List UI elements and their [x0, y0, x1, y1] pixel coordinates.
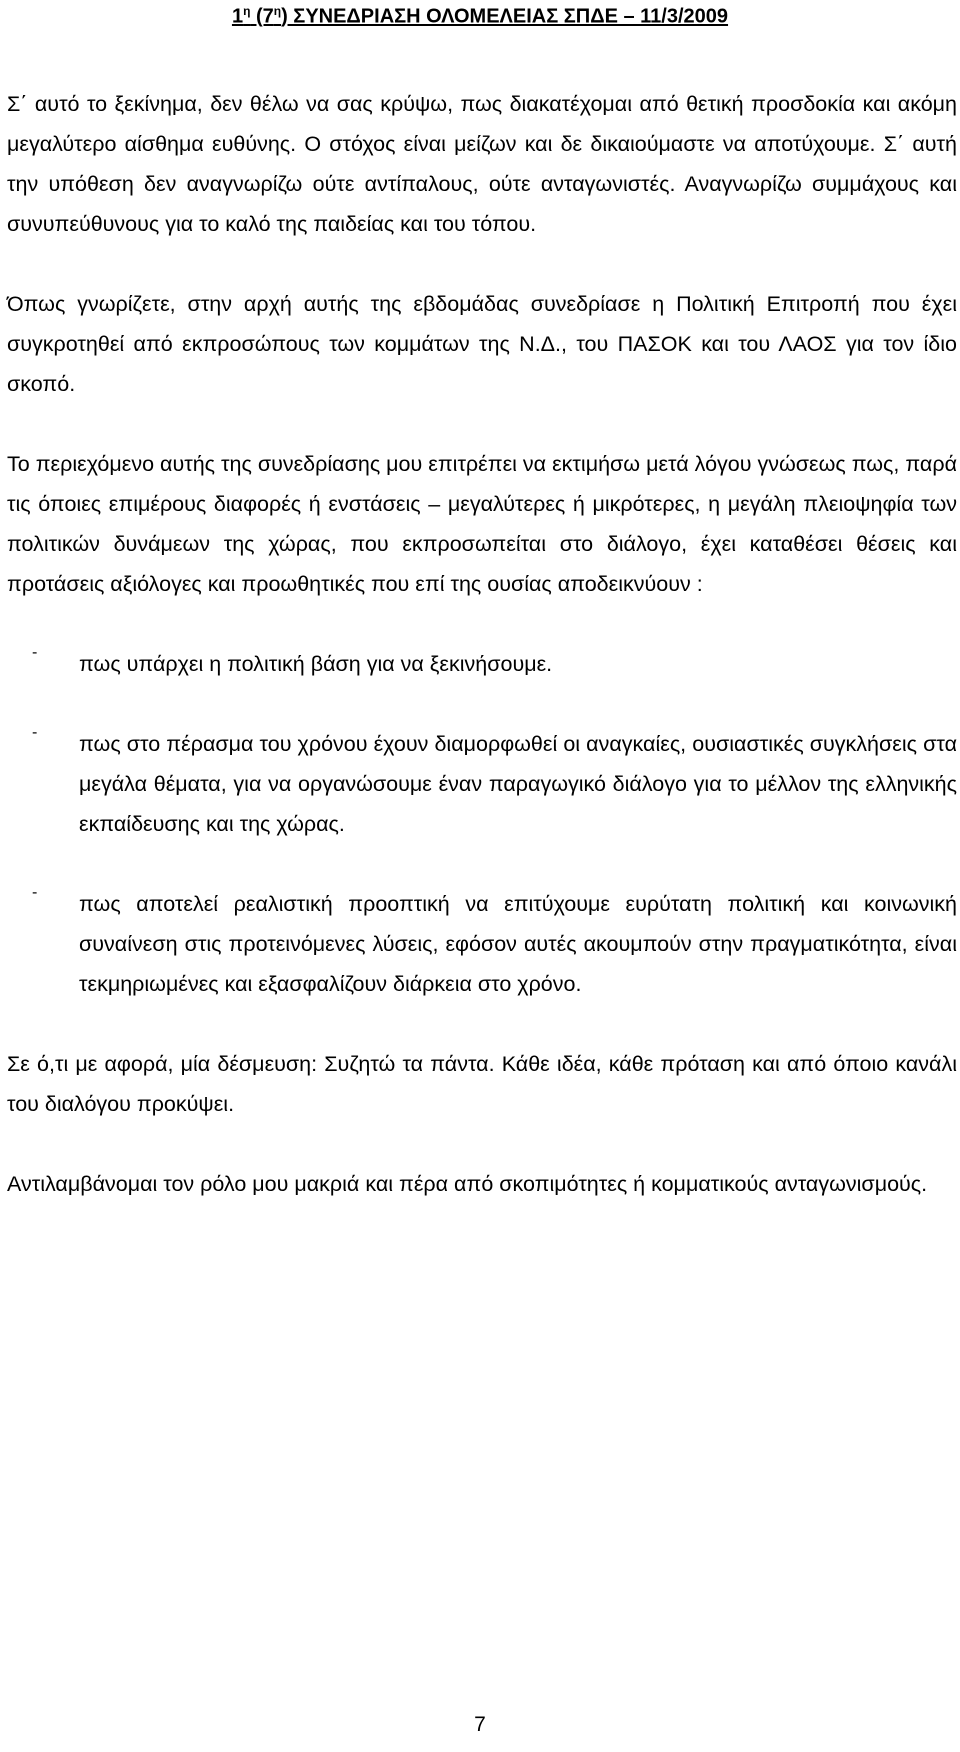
paragraph-role: Αντιλαμβάνομαι τον ρόλο μου μακριά και πέρα από σκοπιμότητες ή κομματικούς ανταγωνισμούς. — [7, 1172, 928, 1196]
list-dash: - — [32, 644, 38, 661]
paragraph-commitment: Σε ό,τι με αφορά, μία δέσμευση: Συζητώ τα πάντα. Κάθε ιδέα, κάθε πρόταση και από όποιο κανάλι του διαλόγου προκύψει. — [7, 1052, 957, 1116]
list-item — [7, 724, 957, 844]
list-item — [7, 644, 957, 684]
header-title: ) ΣΥΝΕΔΡΙΑΣΗ ΟΛΟΜΕΛΕΙΑΣ ΣΠΔΕ – 11/3/2009 — [281, 5, 729, 28]
list-dash: - — [32, 884, 38, 901]
paragraph-content: Το περιεχόμενο αυτής της συνεδρίασης μου επιτρέπει να εκτιμήσω μετά λόγου γνώσεως πως, παρά τις όποιες επιμέρους διαφορές ή ενστάσεις – μεγαλύτερες ή μικρότερες, η μεγάλη πλειοψηφία των πολιτικών δυνάμεων της χώρας, που εκπροσωπείται στο διάλογο, έχει καταθέσει θέσεις και προτάσεις αξιόλογες και προωθητικές που επί της ουσίας αποδεικνύουν : — [7, 452, 957, 596]
paragraph-committee: Όπως γνωρίζετε, στην αρχή αυτής της εβδομάδας συνεδρίασε η Πολιτική Επιτροπή που έχει συγκροτηθεί από εκπροσώπους των κομμάτων της Ν.Δ., του ΠΑΣΟΚ και του ΛΑΟΣ για τον ίδιο σκοπό. — [7, 292, 957, 396]
list-dash: - — [32, 724, 38, 741]
paragraph-intro: Σ΄ αυτό το ξεκίνημα, δεν θέλω να σας κρύψω, πως διακατέχομαι από θετική προσδοκία και ακόμη μεγαλύτερο αίσθημα ευθύνης. Ο στόχος είναι μείζων και δε δικαιούμαστε να αποτύχουμε. Σ΄ αυτή την υπόθεση δεν αναγνωρίζω ούτε αντίπαλους, ούτε ανταγωνιστές. Αναγνωρίζω συμμάχους και συνυπεύθυνους για το καλό της παιδείας και του τόπου. — [7, 92, 957, 236]
header-session-number: 1 — [231, 5, 244, 28]
document-body — [7, 84, 957, 1204]
page-header — [0, 4, 960, 29]
header-superscript-2: η — [273, 4, 282, 18]
list-item — [7, 884, 957, 1004]
list-item-text: πως υπάρχει η πολιτική βάση για να ξεκινήσουμε. — [79, 652, 553, 676]
list-item-text: πως αποτελεί ρεαλιστική προοπτική να επιτύχουμε ευρύτατη πολιτική και κοινωνική συναίνεση στις προτεινόμενες λύσεις, εφόσον αυτές ακουμπούν στην πραγματικότητα, είναι τεκμηριωμένες και εξασφαλίζουν διάρκεια στο χρόνο. — [79, 892, 957, 996]
header-superscript-1: η — [243, 4, 251, 18]
list-item-text: πως στο πέρασμα του χρόνου έχουν διαμορφωθεί οι αναγκαίες, ουσιαστικές συγκλήσεις στα μεγάλα θέματα, για να οργανώσουμε έναν παραγωγικό διάλογο για το μέλλον της ελληνικής εκπαίδευσης και της χώρας. — [79, 732, 957, 836]
header-session-paren: (7 — [250, 5, 274, 28]
page-number: 7 — [474, 1713, 486, 1736]
